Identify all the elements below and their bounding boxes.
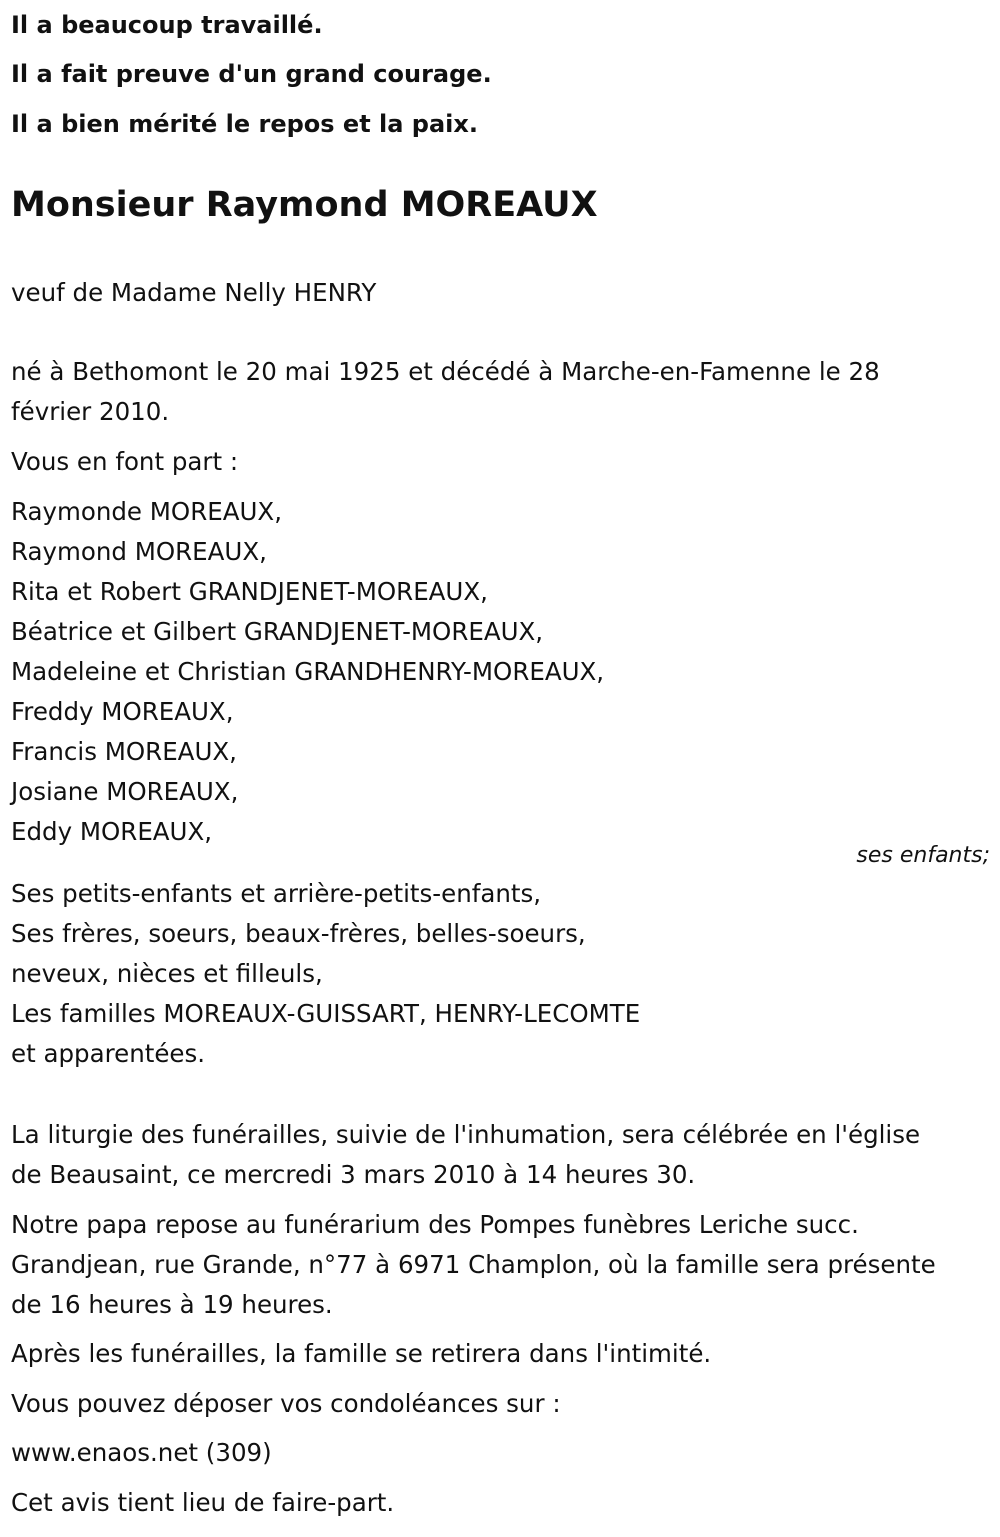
child-name: Rita et Robert GRANDJENET-MOREAUX, — [11, 577, 488, 606]
family-line: et apparentées. — [11, 1039, 206, 1068]
child-name: Francis MOREAUX, — [11, 737, 237, 766]
child-name: Freddy MOREAUX, — [11, 697, 234, 726]
child-name: Eddy MOREAUX, — [11, 817, 213, 846]
website-link[interactable]: www.enaos.net (309) — [11, 1438, 272, 1467]
repose-line: de 16 heures à 19 heures. — [11, 1290, 333, 1319]
child-name: Josiane MOREAUX, — [11, 777, 239, 806]
family-line: Les familles MOREAUX-GUISSART, HENRY-LECOMTE — [11, 999, 641, 1028]
family-line: neveux, nièces et filleuls, — [11, 959, 323, 988]
epigraph-line: Il a fait preuve d'un grand courage. — [11, 60, 492, 88]
spouse-line: veuf de Madame Nelly HENRY — [11, 278, 377, 307]
birth-death-line: février 2010. — [11, 397, 170, 426]
child-name: Raymonde MOREAUX, — [11, 497, 282, 526]
family-line: Ses frères, soeurs, beaux-frères, belles-soeurs, — [11, 919, 586, 948]
liturgy-line: La liturgie des funérailles, suivie de l'inhumation, sera célébrée en l'église — [11, 1120, 921, 1149]
children-list — [11, 497, 604, 857]
child-name: Madeleine et Christian GRANDHENRY-MOREAUX, — [11, 657, 605, 686]
repose-line: Notre papa repose au funérarium des Pompes funèbres Leriche succ. — [11, 1210, 859, 1239]
repose-line: Grandjean, rue Grande, n°77 à 6971 Champlon, où la famille sera présente — [11, 1250, 936, 1279]
closing-line: Cet avis tient lieu de faire-part. — [11, 1488, 395, 1517]
announce-line: Vous en font part : — [11, 447, 239, 476]
family-list — [11, 879, 640, 1079]
liturgy-line: de Beausaint, ce mercredi 3 mars 2010 à 14 heures 30. — [11, 1160, 696, 1189]
child-name: Raymond MOREAUX, — [11, 537, 267, 566]
epigraph-line: Il a beaucoup travaillé. — [11, 11, 323, 39]
deceased-name: Monsieur Raymond MOREAUX — [11, 185, 598, 225]
after-funeral-line: Après les funérailles, la famille se retirera dans l'intimité. — [11, 1339, 712, 1368]
condolences-line: Vous pouvez déposer vos condoléances sur : — [11, 1389, 561, 1418]
birth-death-line: né à Bethomont le 20 mai 1925 et décédé à Marche-en-Famenne le 28 — [11, 357, 880, 386]
child-name: Béatrice et Gilbert GRANDJENET-MOREAUX, — [11, 617, 544, 646]
epigraph-line: Il a bien mérité le repos et la paix. — [11, 110, 479, 138]
children-role-label: ses enfants; — [856, 843, 990, 868]
family-line: Ses petits-enfants et arrière-petits-enfants, — [11, 879, 542, 908]
